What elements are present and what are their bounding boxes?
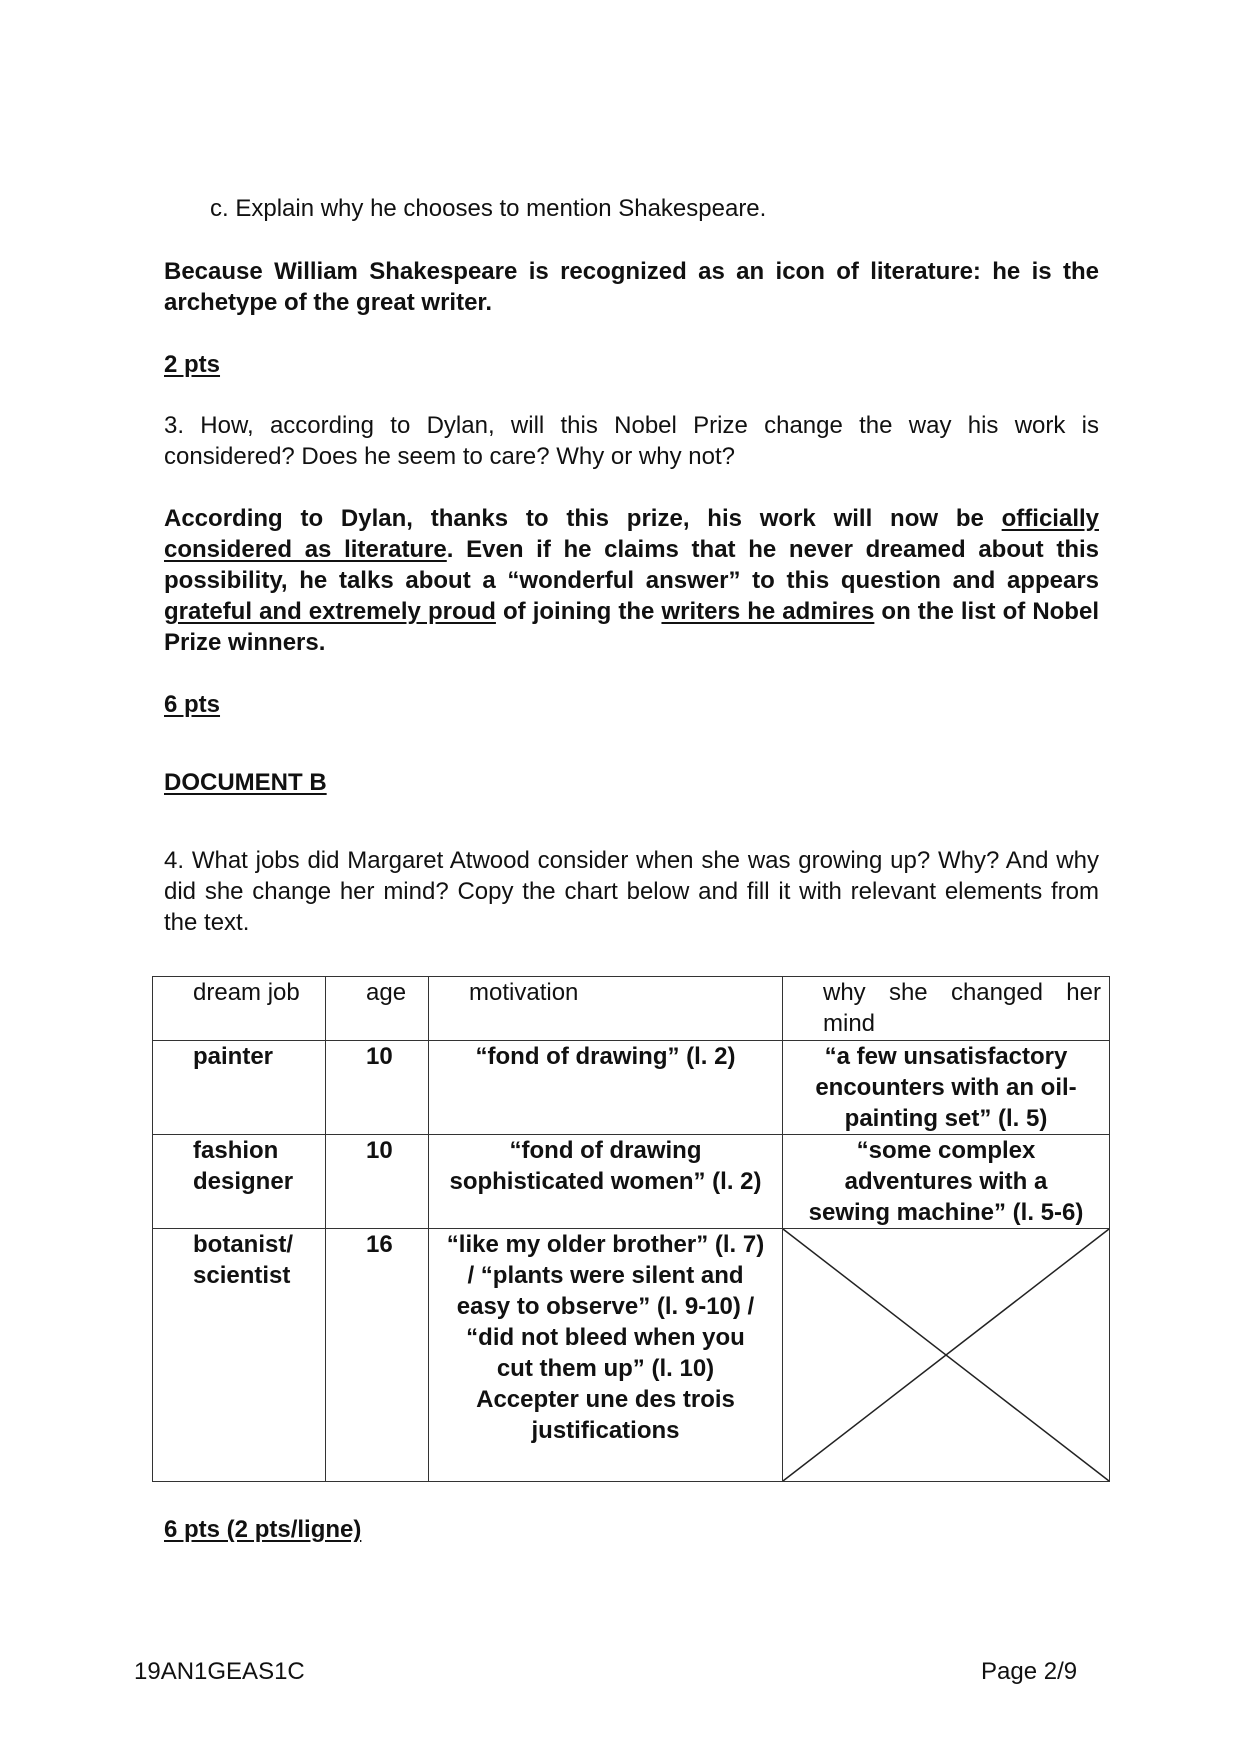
row-1-age: 10 [326, 1041, 429, 1135]
jobs-chart [152, 976, 1110, 1482]
table-row [153, 1041, 1110, 1135]
table-row [153, 1229, 1110, 1482]
question-4: 4. What jobs did Margaret Atwood consider when she was growing up? Why? And why did she change her mind? Copy the chart below and fill it with relevant elements from the text. [164, 847, 1099, 936]
row-2-why: “some complex adventures with a sewing machine” (l. 5-6) [783, 1135, 1110, 1229]
points-c: 2 pts [164, 351, 221, 378]
answer-3-underline-2: grateful and extremely proud [164, 598, 496, 625]
question-3: 3. How, according to Dylan, will this Nobel Prize change the way his work is considered? Does he seem to care? Why or why not? [164, 412, 1099, 470]
answer-3-underline-1: officially considered as literature [164, 505, 1099, 563]
row-3-job: botanist/ scientist [153, 1229, 326, 1482]
row-2-age: 10 [326, 1135, 429, 1229]
footer-code: 19AN1GEAS1C [134, 1658, 305, 1685]
header-why-changed: why she changed her mind [783, 977, 1110, 1041]
row-3-age: 16 [326, 1229, 429, 1482]
question-c: c. Explain why he chooses to mention Shakespeare. [210, 195, 767, 222]
header-motivation: motivation [429, 977, 783, 1041]
answer-3-underline-3: writers he admires [661, 598, 875, 625]
answer-3 [164, 503, 1099, 658]
footer-page-number: Page 2/9 [981, 1658, 1078, 1685]
document-heading: DOCUMENT B [164, 769, 327, 796]
row-1-why: “a few unsatisfactory encounters with an oil- painting set” (l. 5) [783, 1041, 1110, 1135]
row-3-why-crossed-out [783, 1229, 1110, 1482]
answer-c: Because William Shakespeare is recognized as an icon of literature: he is the archetype of the great writer. [164, 258, 1099, 316]
answer-3-text-3: of joining the [495, 598, 662, 625]
header-dream-job: dream job [153, 977, 326, 1041]
row-2-motivation: “fond of drawing sophisticated women” (l. 2) [429, 1135, 783, 1229]
answer-3-text-1: According to Dylan, thanks to this prize, his work will now be [164, 505, 1002, 532]
row-3-motivation: “like my older brother” (l. 7) / “plants were silent and easy to observe” (l. 9-10) / “did not bleed when you cut them up” (l. 10) Accepter une des trois justifications [429, 1229, 783, 1482]
answer-3-text-2: . Even if he claims that he never dreamed about this possibility, he talks about a “wonderful answer” to this question and appears [164, 536, 1099, 594]
cross-out-mark [783, 1229, 1109, 1481]
answer-3-text-4: on the list of Nobel Prize winners. [164, 598, 1099, 656]
row-1-job: painter [153, 1041, 326, 1135]
row-1-motivation: “fond of drawing” (l. 2) [429, 1041, 783, 1135]
points-4: 6 pts (2 pts/ligne) [164, 1516, 362, 1543]
header-age: age [326, 977, 429, 1041]
table-row [153, 1135, 1110, 1229]
points-3: 6 pts [164, 691, 221, 718]
row-2-job: fashion designer [153, 1135, 326, 1229]
table-header-row [153, 977, 1110, 1041]
